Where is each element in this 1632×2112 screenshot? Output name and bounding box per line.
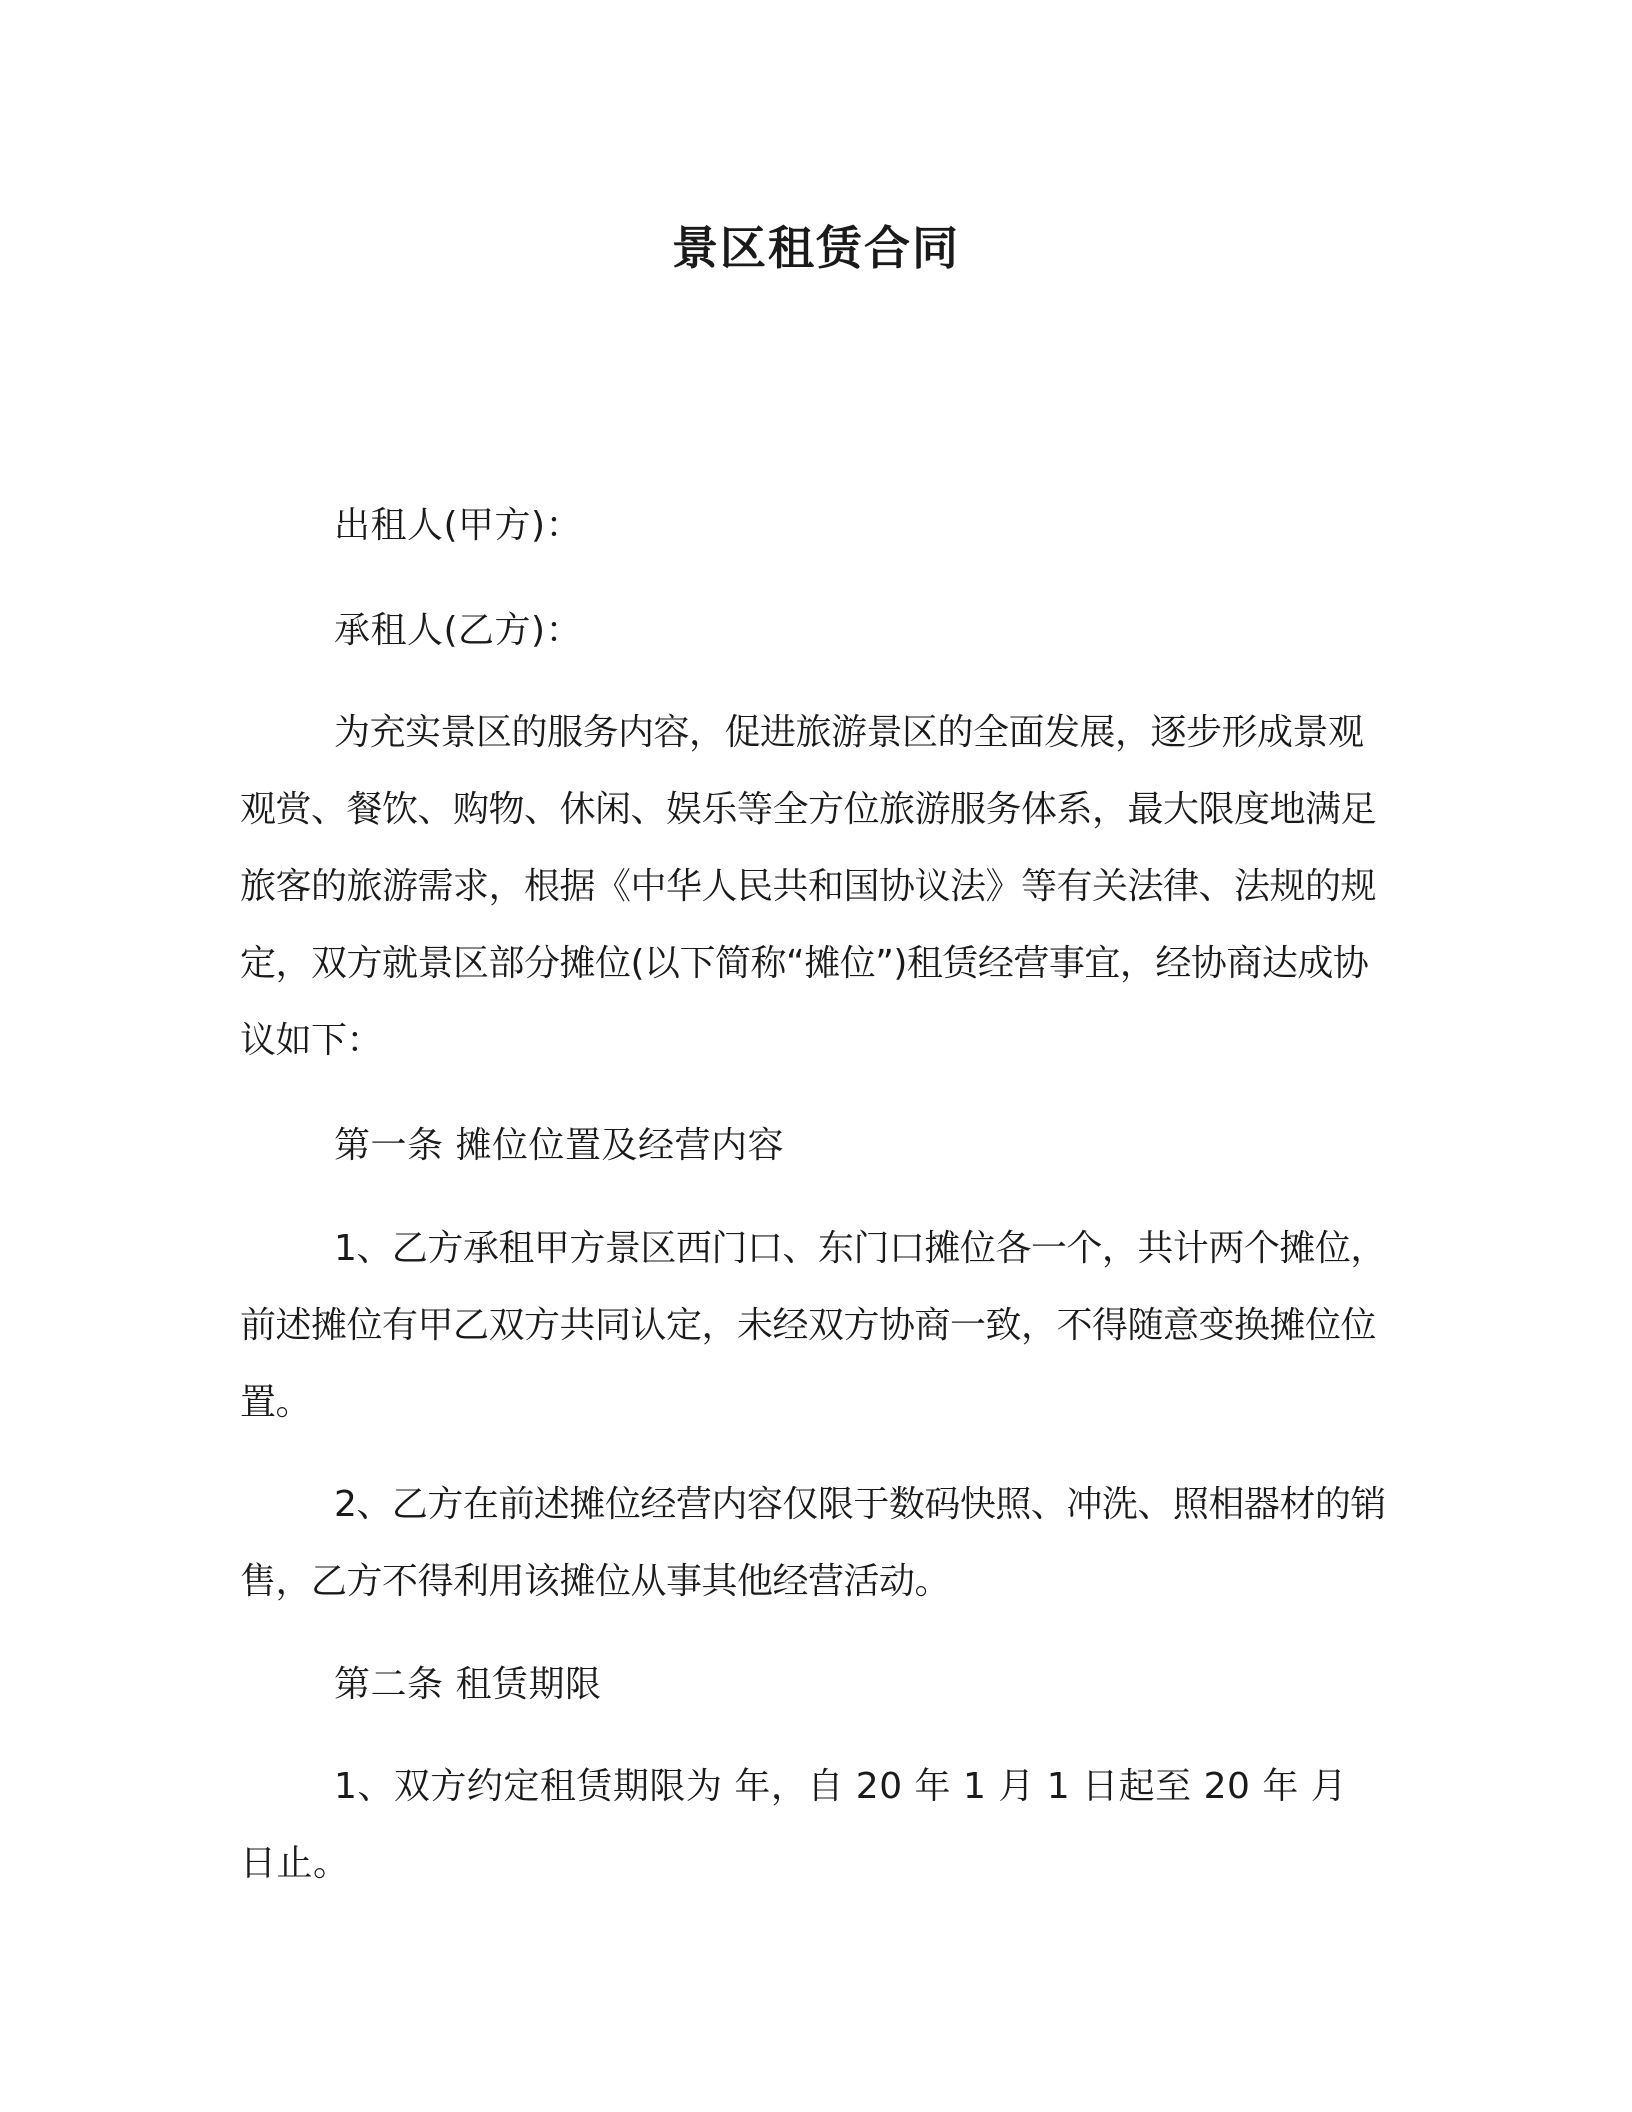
party-a-label: 出租人(甲方)： (334, 505, 583, 546)
article-1-item-1: 1、乙方承租甲方景区西门口、东门口摊位各一个，共计两个摊位，前述摊位有甲乙双方共同认定，未经双方协商一致，不得随意变换摊位位置。 (240, 1228, 1386, 1423)
article-2-item-1-block (240, 1748, 1392, 1902)
article-2-heading: 第二条 租赁期限 (334, 1664, 602, 1705)
article-1-item-1-block (240, 1210, 1392, 1441)
article-1-heading-block (240, 1107, 1392, 1184)
article-2-heading-block (240, 1646, 1392, 1723)
article-1-heading: 第一条 摊位位置及经营内容 (334, 1125, 784, 1166)
article-1-item-2: 2、乙方在前述摊位经营内容仅限于数码快照、冲洗、照相器材的销售，乙方不得利用该摊位从事其他经营活动。 (240, 1484, 1386, 1602)
article-1-item-2-block (240, 1466, 1392, 1620)
intro-paragraph: 为充实景区的服务内容，促进旅游景区的全面发展，逐步形成景观观赏、餐饮、购物、休闲、娱乐等全方位旅游服务体系，最大限度地满足旅客的旅游需求，根据《中华人民共和国协议法》等有关法律、法规的规定，双方就景区部分摊位(以下简称“摊位”)租赁经营事宜，经协商达成协议如下： (240, 712, 1377, 1061)
document-title: 景区租赁合同 (672, 221, 960, 275)
party-b-line (240, 592, 1392, 669)
intro-block (240, 694, 1392, 1079)
party-b-label: 承租人(乙方)： (334, 610, 583, 651)
article-2-item-1: 1、双方约定租赁期限为 年，自 20 年 1 月 1 日起至 20 年 月 日止。 (240, 1766, 1348, 1884)
party-a-line (240, 487, 1392, 564)
